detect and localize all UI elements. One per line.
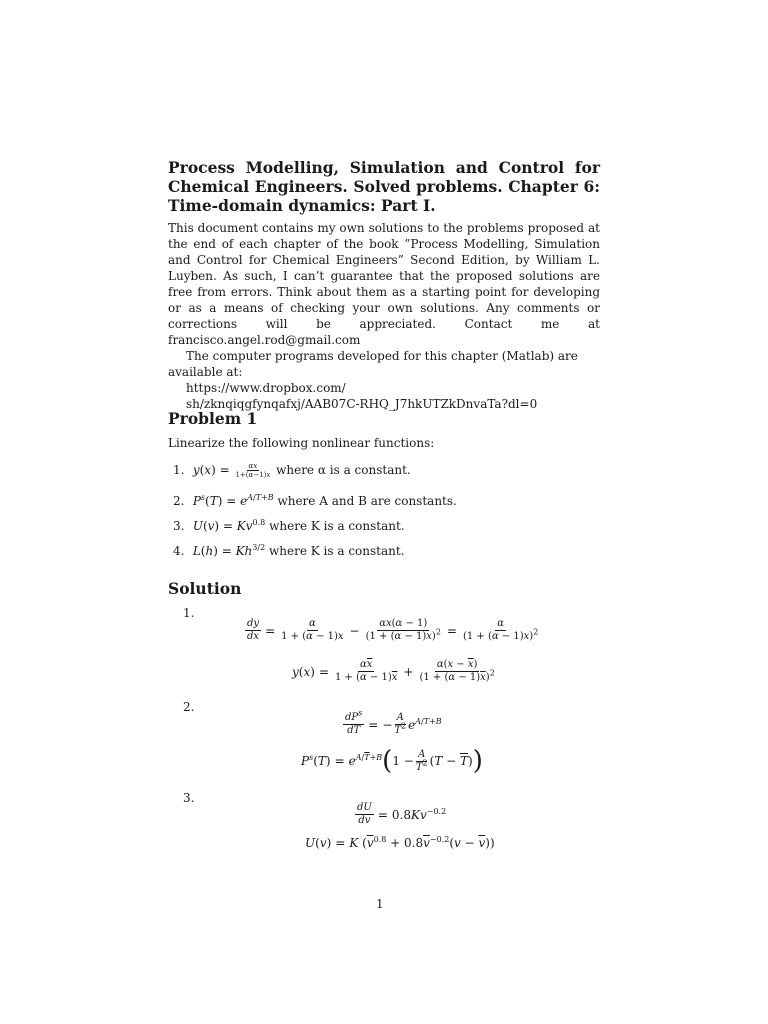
item-number: 1. (173, 463, 185, 477)
equation-du-dv: $\frac{dU}{dv}$ = $0.8Kv^{-0.2}$ (357, 802, 447, 826)
equation-ps-linear: $P^s(T)$ = $e^{A/\overline{T}+B}$ ( 1 − $\frac{A}{\overline{T}^2}$ $(T - \overline{T})$ ) (301, 746, 483, 776)
problem-item-3 (173, 519, 405, 533)
item-formula: y(x) = $\frac{\alpha x}{1+(\alpha-1)x}$ (192, 462, 271, 479)
solution-label-1: 1. (183, 606, 195, 620)
item-number: 2. (173, 494, 185, 508)
item-formula: $L(h) = Kh^{3/2}$ (192, 543, 266, 558)
problem-item-2 (173, 494, 457, 508)
item-number: 3. (173, 519, 185, 533)
item-suffix: where α is a constant. (276, 463, 411, 477)
item-suffix: where K is a constant. (269, 544, 405, 558)
document-title: Process Modelling, Simulation and Control for Chemical Engineers. Solved problems. Chapter 6: Time-domain dynamics: Part I. (168, 158, 600, 215)
item-number: 4. (173, 544, 185, 558)
item-formula: $U(v) = Kv^{0.8}$ (192, 518, 266, 533)
page-number: 1 (376, 897, 384, 911)
solution-label-2: 2. (183, 700, 195, 714)
intro-section (168, 220, 600, 412)
item-suffix: where A and B are constants. (277, 494, 457, 508)
item-suffix: where K is a constant. (269, 519, 405, 533)
problem-text: Linearize the following nonlinear functions: (168, 436, 435, 450)
equation-y-linear: y(x) = $\frac{\alpha\overline{x}}{1 + (\alpha - 1)\overline{x}}$ + $\frac{\alpha(x - \overline{x})}{(1 + (\alpha - 1)\overline{x})^2}$ (292, 659, 495, 683)
problem-item-4 (173, 544, 405, 558)
equation-dps-dt: $\frac{dP^s}{dT}$ = − $\frac{A}{T^2}$ $e^{A/T+B}$ (345, 708, 442, 736)
intro-paragraph: This document contains my own solutions to the problems proposed at the end of each chapter of the book ”Process Modelling, Simulation and Control for Chemical Engineers” Second Edition, by William L. Luyben. As such, I can’t guarantee that the proposed solutions are free from errors. Think about them as a starting point for developing or as a means of checking your own solutions. Any comments or corrections will be appreciated. Contact me at francisco.angel.rod@gmail.com (168, 221, 600, 347)
programs-paragraph: The computer programs developed for this chapter (Matlab) are available at: (168, 349, 578, 379)
problem-heading: Problem 1 (168, 409, 258, 428)
dropbox-link-line2[interactable]: sh/zknqiqgfynqafxj/AAB07C-RHQ_J7hkUTZkDnvaTa?dl=0 (186, 397, 538, 411)
item-formula: $P^s(T) = e^{A/T+B}$ (192, 493, 274, 508)
solution-heading: Solution (168, 579, 242, 598)
dropbox-link-line1[interactable]: https://www.dropbox.com/ (186, 381, 346, 395)
equation-dy-dx: $\frac{dy}{dx}$ = $\frac{\alpha}{1 + (\alpha - 1)x}$ − $\frac{\alpha x(\alpha - 1)}{(1 + (\alpha - 1)x)^2}$ = $\frac{\alpha}{(1 + (\alpha - 1)x)^2}$ (247, 618, 539, 642)
problem-item-1 (173, 462, 411, 479)
equation-u-linear: U(v) = K $(\overline{v}^{0.8} + 0.8\overline{v}^{-0.2}(v - \overline{v}))$ (305, 835, 495, 850)
solution-label-3: 3. (183, 791, 195, 805)
